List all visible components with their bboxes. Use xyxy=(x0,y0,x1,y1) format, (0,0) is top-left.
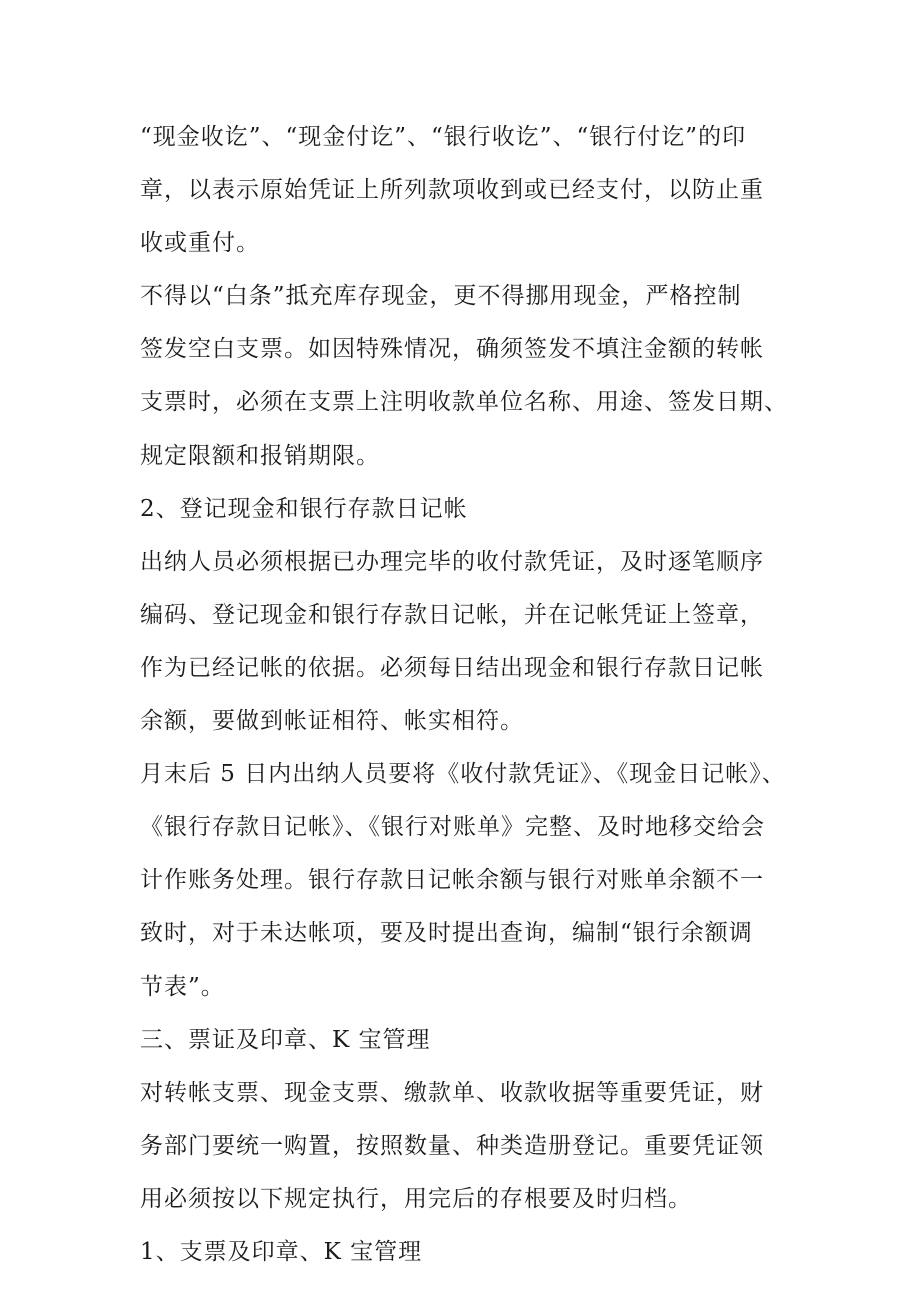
text-line: 计作账务处理。银行存款日记帐余额与银行对账单余额不一 xyxy=(140,867,764,894)
text-line: 收或重付。 xyxy=(140,230,260,257)
text-line: 编码、登记现金和银行存款日记帐，并在记帐凭证上签章， xyxy=(140,601,764,628)
document-body xyxy=(140,111,800,1279)
text-line: 不得以“白条”抵充库存现金，更不得挪用现金，严格控制 xyxy=(140,283,742,310)
text-line: 规定限额和报销期限。 xyxy=(140,442,380,469)
text-line: 作为已经记帐的依据。必须每日结出现金和银行存款日记帐 xyxy=(140,654,764,681)
text-line: 致时，对于未达帐项，要及时提出查询，编制“银行余额调 xyxy=(140,920,753,947)
text-line: 对转帐支票、现金支票、缴款单、收款收据等重要凭证，财 xyxy=(140,1079,764,1106)
text-line: 节表”。 xyxy=(140,973,225,1000)
text-line: 出纳人员必须根据已办理完毕的收付款凭证，及时逐笔顺序 xyxy=(140,548,764,575)
text-line: 《银行存款日记帐》、《银行对账单》完整、及时地移交给会 xyxy=(140,814,765,841)
text-line: 签发空白支票。如因特殊情况，确须签发不填注金额的转帐 xyxy=(140,336,764,363)
text-line: 月末后 5 日内出纳人员要将《收付款凭证》、《现金日记帐》、 xyxy=(140,761,786,788)
text-line: 用必须按以下规定执行，用完后的存根要及时归档。 xyxy=(140,1185,692,1212)
text-line: 支票时，必须在支票上注明收款单位名称、用途、签发日期、 xyxy=(140,389,788,416)
text-line: 章，以表示原始凭证上所列款项收到或已经支付，以防止重 xyxy=(140,177,764,204)
text-line: “现金收讫”、“现金付讫”、“银行收讫”、“银行付讫”的印 xyxy=(140,124,747,150)
section-heading: 三、票证及印章、K 宝管理 xyxy=(140,1026,431,1053)
section-heading: 1、支票及印章、K 宝管理 xyxy=(140,1238,423,1265)
text-line: 余额，要做到帐证相符、帐实相符。 xyxy=(140,708,524,735)
text-line: 务部门要统一购置，按照数量、种类造册登记。重要凭证领 xyxy=(140,1132,764,1159)
section-heading: 2、登记现金和银行存款日记帐 xyxy=(140,495,468,522)
